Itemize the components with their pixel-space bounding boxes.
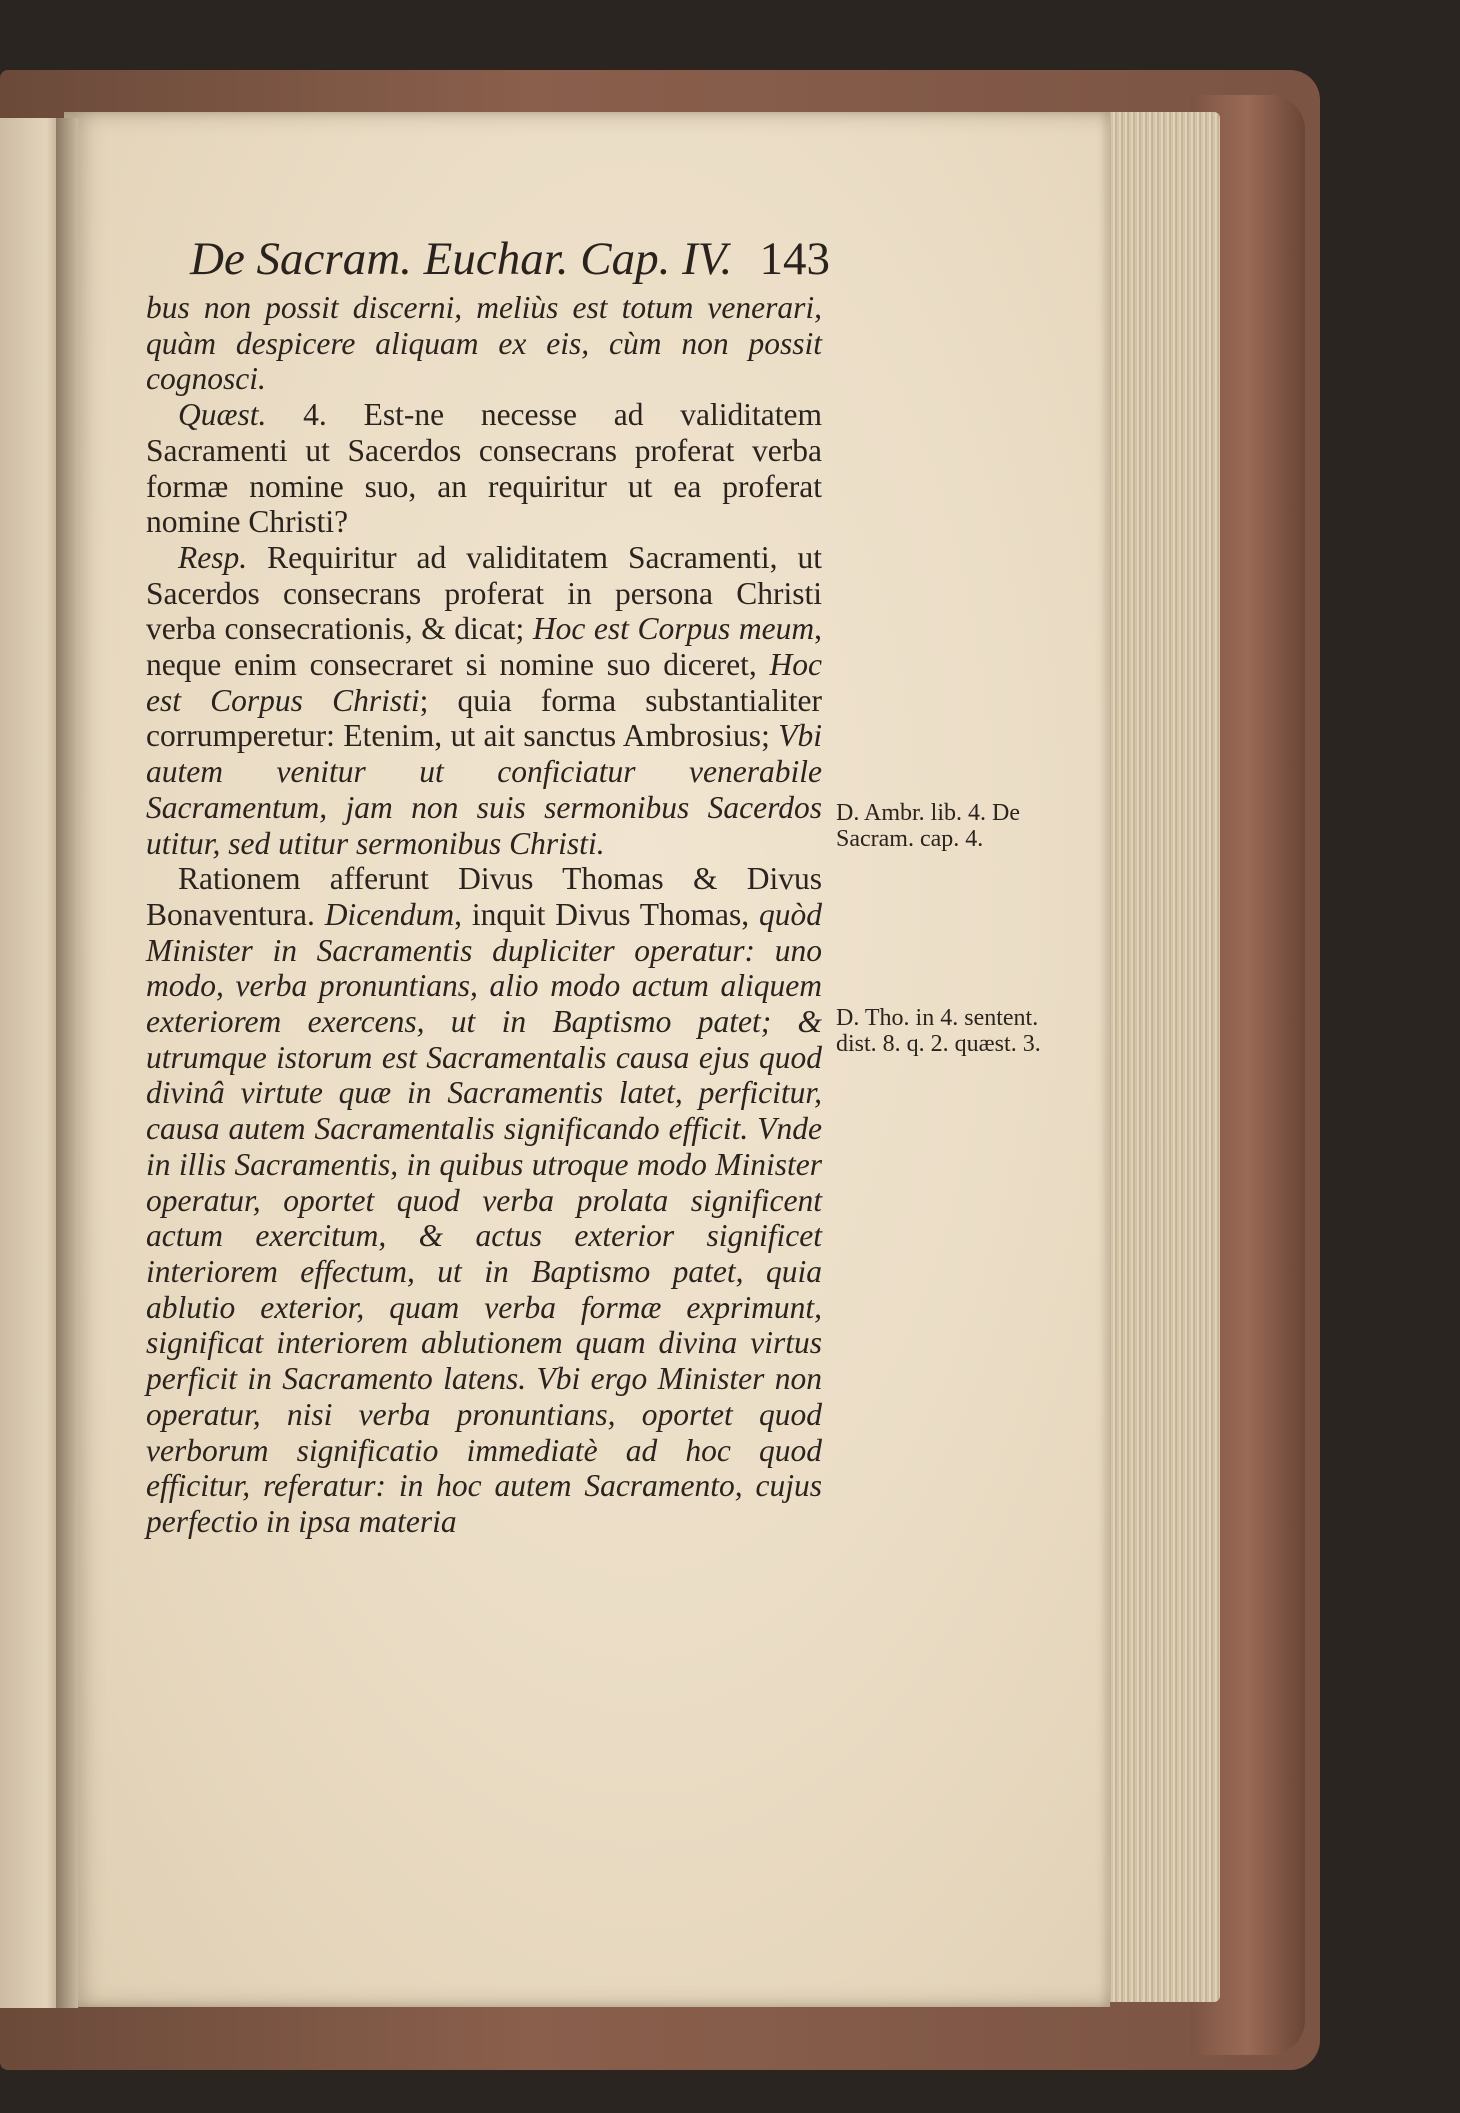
text-segment: Hoc est Corpus Christi: [146, 647, 822, 718]
paragraph: [146, 290, 822, 397]
paragraph: [146, 861, 822, 1539]
main-text: [146, 290, 822, 1540]
text-segment: Dicendum: [324, 896, 455, 932]
text-segment: Requiritur ad validitatem Sacramenti, ut Sacerdos consecrans proferat in persona Christi verba consecrationis, & dicat;: [146, 539, 822, 647]
margin-note-thomas: D. Tho. in 4. sentent. dist. 8. q. 2. quæst. 3.: [836, 1005, 1041, 1057]
paragraph: [146, 397, 822, 540]
page-gutter: [56, 118, 78, 2008]
page-block-edges: [1100, 112, 1220, 2002]
text-segment: , inquit Divus Thomas,: [454, 896, 759, 932]
text-segment: Quæst.: [178, 397, 267, 433]
text-segment: 4. Est-ne necesse ad validitatem Sacramenti ut Sacerdos consecrans proferat verba formæ nomine suo, an requiritur ut ea proferat nomine Christi?: [146, 397, 822, 540]
text-segment: Rationem afferunt Divus Thomas & Divus Bonaventura.: [146, 861, 822, 932]
text-segment: ; quia forma substantialiter corrumperetur: Etenim, ut ait sanctus Ambrosius;: [146, 682, 822, 754]
text-segment: Resp.: [178, 539, 248, 575]
paragraph: [146, 540, 822, 861]
page-number: 143: [759, 233, 830, 285]
text-segment: bus non possit discerni, meliùs est totum venerari, quàm despicere aliquam ex eis, cùm non possit cognosci.: [146, 290, 822, 397]
running-header: [190, 232, 830, 292]
text-segment: Hoc est Corpus meum: [532, 611, 815, 647]
text-segment: , neque enim consecraret si nomine suo diceret,: [146, 611, 822, 683]
text-segment: Vbi autem venitur ut conficiatur venerabile Sacramentum, jam non suis sermonibus Sacerdos utitur, sed utitur sermonibus Christi.: [146, 718, 822, 861]
running-title: De Sacram. Euchar. Cap. IV.: [190, 233, 733, 285]
margin-note-ambrose: D. Ambr. lib. 4. De Sacram. cap. 4.: [836, 800, 1020, 852]
text-segment: quòd Minister in Sacramentis dupliciter operatur: uno modo, verba pronuntians, alio modo actum aliquem exteriorem exercens, ut in Baptismo patet; & utrumque istorum est Sacramentalis causa ejus quod divinâ virtute quæ in Sacramentis latet, perficitur, causa autem Sacramentalis significando efficit. Vnde in illis Sacramentis, in quibus utroque modo Minister operatur, oportet quod verba prolata significent actum exercitum, & actus exterior significet interiorem effectum, ut in Baptismo patet, quia ablutio exterior, quam verba formæ exprimunt, significat interiorem ablutionem quam divina virtus perficit in Sacramento latens. Vbi ergo Minister non operatur, nisi verba pronuntians, oportet quod verborum significatio immediatè ad hoc quod efficitur, referatur: in hoc autem Sacramento, cujus perfectio in ipsa materia: [146, 896, 822, 1539]
